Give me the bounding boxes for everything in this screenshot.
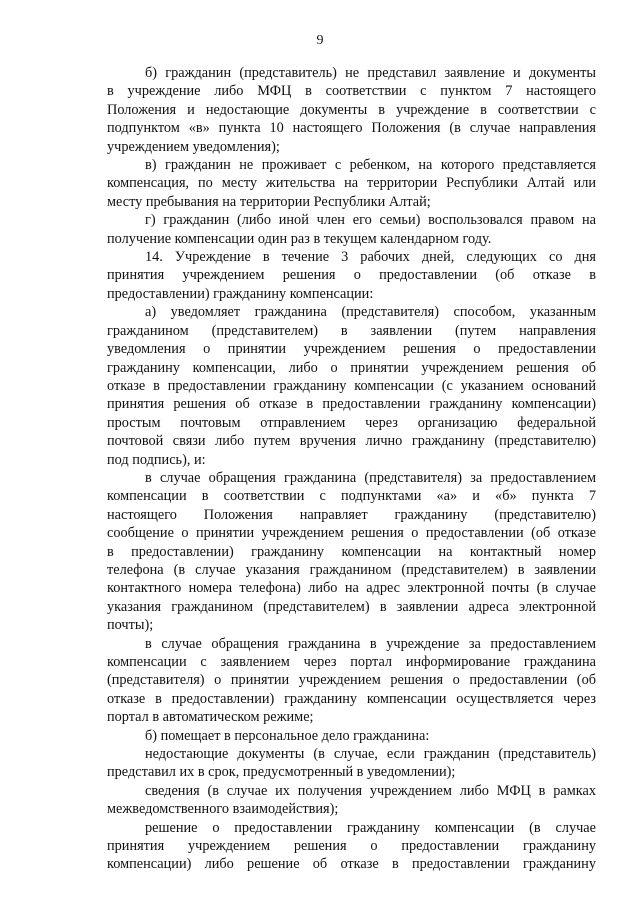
- text-line: предоставлении) гражданину компенсации:: [107, 285, 374, 302]
- paragraph: [107, 64, 596, 156]
- text-line: а) уведомляет гражданина (представителя) способом, указанным: [145, 304, 596, 321]
- text-line: г) гражданин (либо иной член его семьи) воспользовался правом на: [145, 212, 596, 229]
- text-line: гражданином (представителем) в заявлении (путем направления: [107, 322, 596, 339]
- text-line: в учреждение либо МФЦ в соответствии с пунктом 7 настоящего: [107, 83, 596, 100]
- text-line: гражданину компенсации, либо о принятии учреждением решения об: [107, 359, 596, 376]
- text-line: принятия учреждением решения о предоставлении (об отказе в: [107, 267, 596, 284]
- text-line: (представителя) о принятии учреждением решения о предоставлении (об: [107, 672, 596, 689]
- text-line: решение о предоставлении гражданину компенсации (в случае: [145, 819, 596, 836]
- paragraph: [107, 211, 596, 248]
- text-line: телефона (в случае указания гражданином (представителем) в заявлении: [107, 561, 596, 578]
- text-line: отказе в предоставлении) гражданину компенсации осуществляется через: [107, 690, 596, 707]
- paragraph: [107, 727, 596, 745]
- text-line: в) гражданин не проживает с ребенком, на которого представляется: [145, 157, 596, 174]
- text-line: отказе в предоставлении гражданину компенсации (с указанием оснований: [107, 377, 596, 394]
- text-line: 14. Учреждение в течение 3 рабочих дней, следующих со дня: [145, 249, 596, 266]
- paragraph: [107, 156, 596, 211]
- text-line: простым почтовым отправлением через организацию федеральной: [107, 414, 596, 431]
- text-line: принятия учреждением решения о предоставлении гражданину: [107, 838, 596, 855]
- text-line: учреждением уведомления);: [107, 138, 280, 155]
- text-line: портал в автоматическом режиме;: [107, 709, 314, 726]
- paragraph: [107, 248, 596, 303]
- text-line: указания гражданином (представителем) в заявлении адреса электронной: [107, 598, 596, 615]
- text-line: в предоставлении) гражданину компенсации на контактный номер: [107, 543, 596, 560]
- text-line: в случае обращения гражданина в учреждение за предоставлением: [145, 635, 596, 652]
- text-line: недостающие документы (в случае, если гражданин (представитель): [145, 746, 596, 763]
- text-line: почтовой связи либо путем вручения лично гражданину (представителю): [107, 433, 596, 450]
- paragraph: [107, 745, 596, 782]
- text-line: уведомления о принятии учреждением решения о предоставлении: [107, 341, 596, 358]
- paragraph: [107, 782, 596, 819]
- text-line: подпунктом «в» пункта 10 настоящего Положения (в случае направления: [107, 120, 596, 137]
- text-line: контактного номера телефона) либо на адрес электронной почты (в случае: [107, 580, 596, 597]
- text-line: компенсации с заявлением через портал информирование гражданина: [107, 654, 596, 670]
- text-line: в случае обращения гражданина (представителя) за предоставлением: [145, 469, 596, 486]
- document-body: [107, 64, 596, 874]
- paragraph: [107, 819, 596, 874]
- text-line: под подпись), и:: [107, 451, 206, 468]
- text-line: представил их в срок, предусмотренный в уведомлении);: [107, 764, 456, 781]
- text-line: почты);: [107, 617, 154, 634]
- text-line: б) помещает в персональное дело гражданина:: [145, 727, 430, 744]
- paragraph: [107, 635, 596, 727]
- text-line: получение компенсации один раз в текущем календарном году.: [107, 230, 492, 247]
- text-line: месту пребывания на территории Республики Алтай;: [107, 193, 431, 210]
- paragraph: [107, 303, 596, 469]
- paragraph: [107, 469, 596, 635]
- text-line: компенсации) либо решение об отказе в предоставлении гражданину: [107, 856, 596, 873]
- text-line: сведения (в случае их получения учреждением либо МФЦ в рамках: [145, 782, 596, 799]
- text-line: настоящего Положения направляет гражданину (представителю): [107, 506, 596, 523]
- text-line: б) гражданин (представитель) не представил заявление и документы: [145, 65, 596, 81]
- text-line: принятия решения об отказе в предоставлении гражданину компенсации): [107, 396, 596, 413]
- text-line: межведомственного взаимодействия);: [107, 801, 339, 818]
- text-line: компенсации в соответствии с подпунктами «а» и «б» пункта 7: [107, 488, 596, 505]
- text-line: сообщение о принятии учреждением решения о предоставлении (об отказе: [107, 525, 596, 542]
- page-number: 9: [316, 33, 324, 48]
- text-line: компенсация, по месту жительства на территории Республики Алтай или: [107, 175, 596, 192]
- text-line: Положения и недостающие документы в учреждение в соответствии с: [107, 101, 596, 118]
